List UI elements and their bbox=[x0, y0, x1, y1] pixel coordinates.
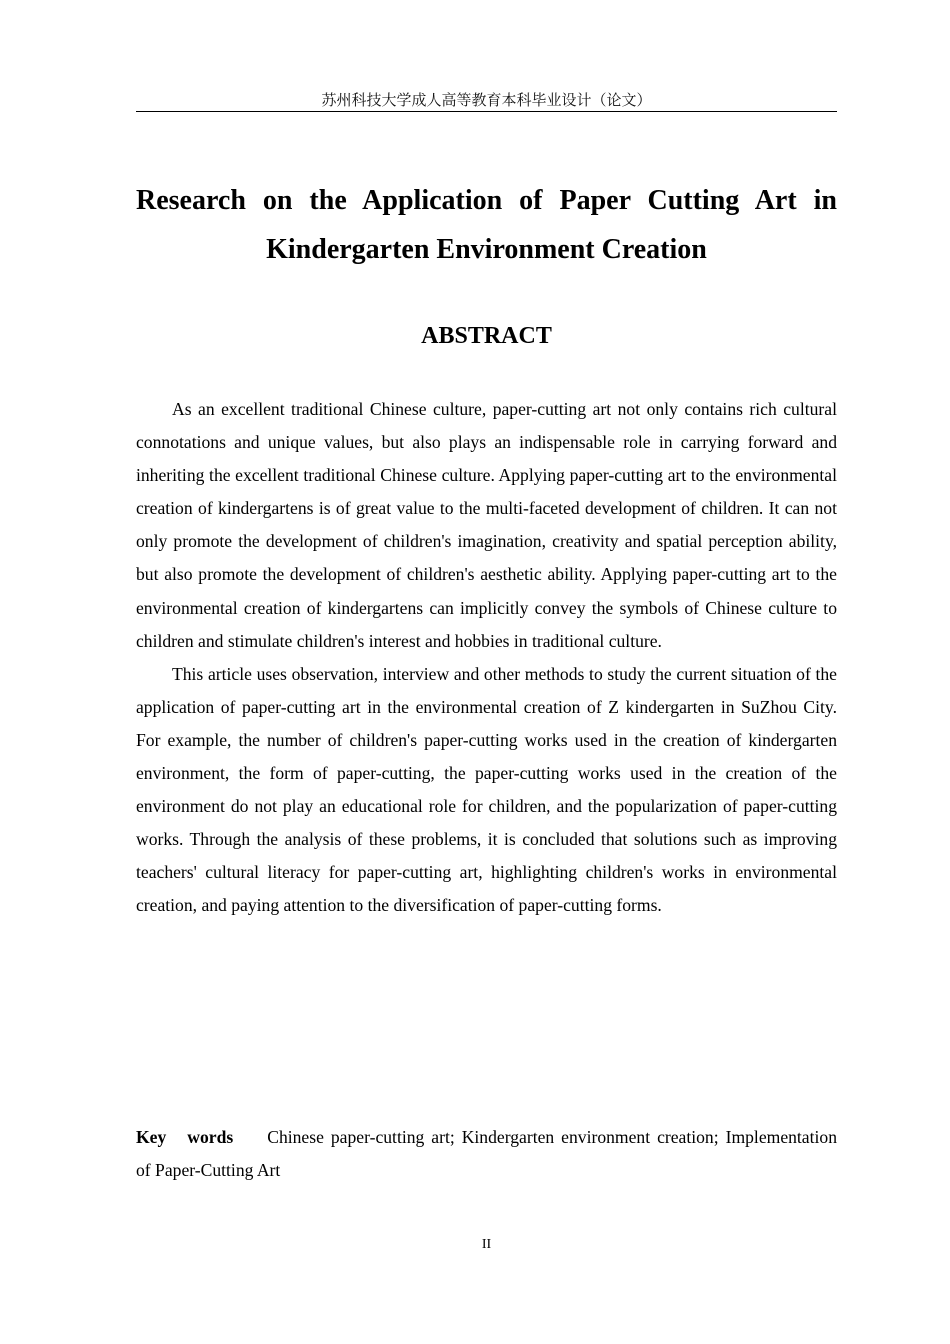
abstract-paragraph-2: This article uses observation, interview and other methods to study the current situation of the application of paper-cutting art in the environmental creation of Z kindergarten in SuZhou City. For example, the number of children's paper-cutting works used in the creation of kindergarten environment, the form of paper-cutting, the paper-cutting works used in the creation of the environment do not play an educational role for children, and the popularization of paper-cutting works. Through the analysis of these problems, it is concluded that solutions such as improving teachers' cultural literacy for paper-cutting art, highlighting children's works in environmental creation, and paying attention to the diversification of paper-cutting forms. bbox=[136, 663, 837, 916]
keywords-text: Chinese paper-cutting art; Kindergarten environment creation; Implementation of Paper-Cutting Art bbox=[136, 1127, 837, 1181]
running-header: 苏州科技大学成人高等教育本科毕业设计（论文） bbox=[321, 91, 652, 109]
keywords-line bbox=[136, 1121, 837, 1187]
document-title: Research on the Application of Paper Cutting Art in Kindergarten Environment Creation bbox=[136, 185, 837, 265]
abstract-paragraph-1: As an excellent traditional Chinese culture, paper-cutting art not only contains rich cultural connotations and unique values, but also plays an indispensable role in carrying forward and inheriting the excellent traditional Chinese culture. Applying paper-cutting art to the environmental creation of kindergartens is of great value to the multi-faceted development of children. It can not only promote the development of children's imagination, creativity and spatial perception ability, but also promote the development of children's aesthetic ability. Applying paper-cutting art to the environmental creation of kindergartens can implicitly convey the symbols of Chinese culture to children and stimulate children's interest and hobbies in traditional culture. bbox=[136, 399, 837, 651]
abstract-heading: ABSTRACT bbox=[421, 323, 552, 349]
page-number: II bbox=[481, 1237, 492, 1252]
header-rule bbox=[136, 111, 837, 112]
abstract-body bbox=[136, 393, 837, 923]
keywords-label: Key words bbox=[136, 1127, 234, 1147]
